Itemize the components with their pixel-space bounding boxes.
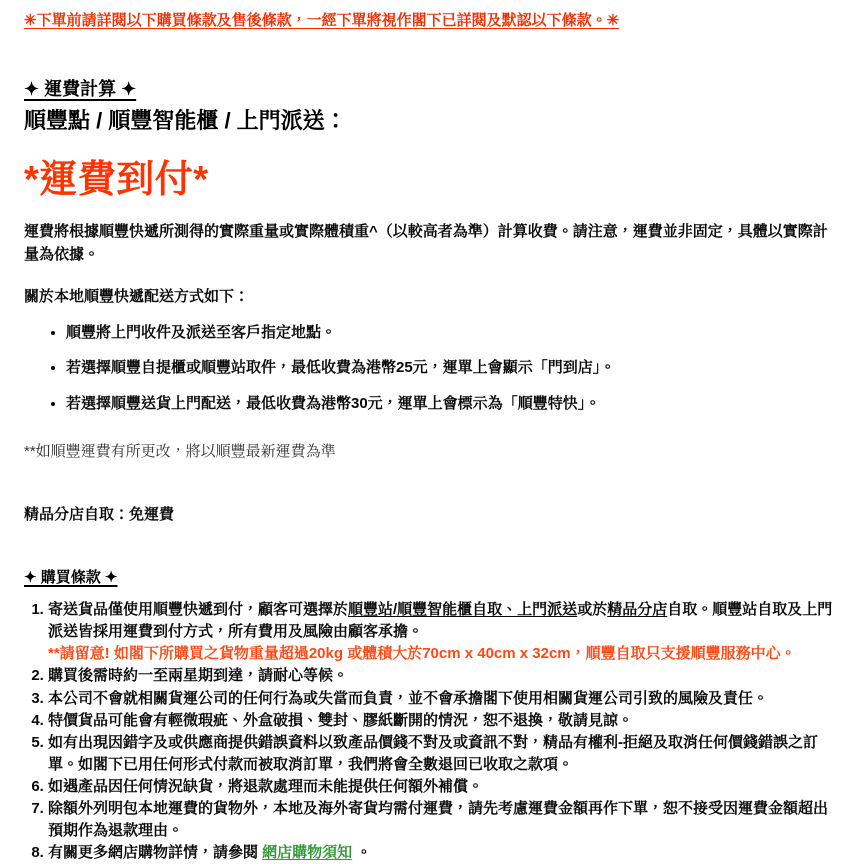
terms-item8-post: 。	[352, 843, 372, 861]
terms-item-shipping-options	[48, 599, 837, 665]
terms-item-delivery-time: 2. 購買後需時約一至兩星期到達，請耐心等候。	[48, 665, 837, 687]
terms-item1-mid: 或於	[577, 601, 608, 619]
boutique-store-underline: 精品分店	[607, 601, 668, 619]
terms-item8-pre: 有關更多網店購物詳情，請參閱	[48, 843, 263, 861]
freight-collect-title: *運費到付*	[24, 158, 209, 201]
weight-limit-warning: **請留意! 如閣下所購買之貨物重量超過20kg 或體積大於70cm x 40cm x 32cm，順豐自取只支援順豐服務中心。	[48, 645, 796, 663]
delivery-bullet-item: • 若選擇順豐自提櫃或順豐站取件，最低收費為港幣25元，運單上會顯示「門到店」。	[66, 357, 837, 380]
purchase-terms-heading: ✦ 購買條款 ✦	[24, 569, 118, 587]
store-pickup-note: 精品分店自取：免運費	[24, 505, 175, 523]
terms-item-out-of-stock: 6. 如遇產品因任何情況缺貨，將退款處理而未能提供任何額外補償。	[48, 776, 837, 798]
online-shopping-guide-link[interactable]: 網店購物須知	[262, 843, 353, 861]
terms-item-shipping-fees: 7. 除額外列明包本地運費的貨物外，本地及海外寄貨均需付運費，請先考慮運費金額再作下單，恕不接受因運費金額超出預期作為退款理由。	[48, 798, 837, 842]
terms-item1-pre: 寄送貨品僅使用順豐快遞到付，顧客可選擇於	[48, 601, 349, 619]
terms-item-discount-goods: 4. 特價貨品可能會有輕微瑕疵、外盒破損、雙封、膠紙斷開的情況，恕不退換，敬請見諒。	[48, 710, 837, 732]
delivery-bullet-item: • 順豐將上門收件及派送至客戶指定地點。	[66, 322, 837, 345]
freight-intro-paragraph: 運費將根據順豐快遞所測得的實際重量或實際體積重^（以較高者為準）計算收費。請注意，運費並非固定，具體以實際計量為依據。	[24, 223, 828, 263]
delivery-bullet-list	[24, 322, 837, 416]
terms-item-pricing-errors: 5. 如有出現因錯字及或供應商提供錯誤資料以致產品價錢不對及或資訊不對，精品有權利-拒絕及取消任何價錢錯誤之訂單。如閣下已用任何形式付款而被取消訂單，我們將會全數退回已收取之款項。	[48, 732, 837, 776]
terms-item-courier-liability: 3. 本公司不會就相關貨運公司的任何行為或失當而負責，並不會承擔閣下使用相關貨運公司引致的風險及責任。	[48, 688, 837, 710]
local-delivery-intro: 關於本地順豐快遞配送方式如下：	[24, 288, 250, 306]
fee-change-note: **如順豐運費有所更改，將以順豐最新運費為準	[24, 443, 336, 461]
delivery-bullet-item: • 若選擇順豐送貨上門配送，最低收費為港幣30元，運單上會標示為「順豐特快」。	[66, 393, 837, 416]
shipping-calc-heading: ✦ 運費計算 ✦	[24, 78, 137, 99]
purchase-terms-list	[24, 599, 837, 864]
delivery-methods-subheading: 順豐點 / 順豐智能櫃 / 上門派送：	[24, 108, 347, 134]
terms-item1-post: 自取。順豐站自取及上門派送皆採用運費到付方式，所有費用及風險由顧客承擔。	[48, 601, 833, 641]
terms-item-more-info	[48, 842, 837, 864]
top-notice: ✳下單前請詳閱以下購買條款及售後條款，一經下單將視作閣下已詳閱及默認以下條款。✳	[24, 12, 620, 29]
pickup-options-underline: 順豐站/順豐智能櫃自取、上門派送	[348, 601, 578, 619]
